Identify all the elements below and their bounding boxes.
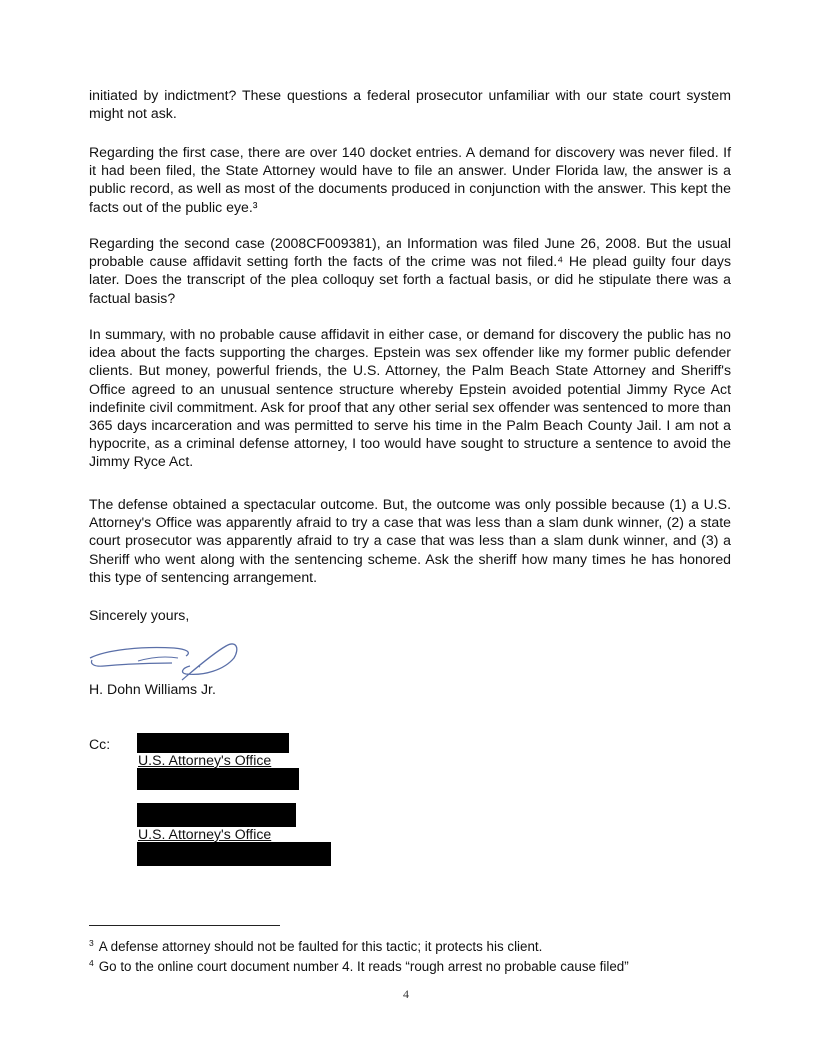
closing-salutation: Sincerely yours, [89,607,190,623]
redaction-block [137,733,289,753]
footnote-divider [89,925,280,926]
redaction-block [137,768,299,790]
paragraph-defense-outcome: The defense obtained a spectacular outcome. But, the outcome was only possible because (1) a U.S. Attorney's Office was apparently afraid to try a case that was less than a slam dunk winner, (2) a state court prosecutor was apparently afraid to try a case that was less than a slam dunk winner, and (3) a Sheriff who went along with the sentencing scheme. Ask the sheriff how many times he has honored this type of sentencing arrangement. [89,496,731,585]
page-number: 4 [403,987,409,1001]
footnote-mark: 3 [89,938,94,948]
paragraph-indictment-questions: initiated by indictment? These questions a federal prosecutor unfamiliar with our state court system might not ask. [89,87,731,122]
cc-recipient-office: U.S. Attorney's Office [138,752,272,768]
cc-recipient-office: U.S. Attorney's Office [138,826,272,842]
paragraph-summary: In summary, with no probable cause affidavit in either case, or demand for discovery the public has no idea about the facts supporting the charges. Epstein was sex offender like my former public defender clients. But money, powerful friends, the U.S. Attorney, the Palm Beach State Attorney and Sheriff's Office agreed to an unusual sentence structure whereby Epstein avoided potential Jimmy Ryce Act indefinite civil commitment. Ask for proof that any other serial sex offender was sentenced to more than 365 days incarceration and was permitted to serve his time in the Palm Beach County Jail. I am not a hypocrite, as a criminal defense attorney, I too would have sought to structure a sentence to avoid the Jimmy Ryce Act. [89,326,731,470]
signer-name: H. Dohn Williams Jr. [89,681,216,697]
footnote-text: Go to the online court document number 4. It reads “rough arrest no probable cause filed” [98,959,629,974]
footnote-3 [89,935,542,955]
footnote-mark: 4 [89,958,94,968]
redaction-block [137,803,296,827]
cc-label: Cc: [89,736,111,752]
footnote-text: A defense attorney should not be faulted for this tactic; it protects his client. [98,939,543,954]
paragraph-second-case: Regarding the second case (2008CF009381), an Information was filed June 26, 2008. But the usual probable cause affidavit setting forth the facts of the crime was not filed.⁴ He plead guilty four days later. Does the transcript of the plea colloquy set forth a factual basis, or did he stipulate there was a factual basis? [89,235,731,306]
handwritten-signature [86,636,246,682]
redaction-block [137,842,331,866]
footnote-4 [89,955,629,975]
paragraph-first-case: Regarding the first case, there are over 140 docket entries. A demand for discovery was never filed. If it had been filed, the State Attorney would have to file an answer. Under Florida law, the answer is a public record, as well as most of the documents produced in conjunction with the answer. This kept the facts out of the public eye.³ [89,144,731,215]
